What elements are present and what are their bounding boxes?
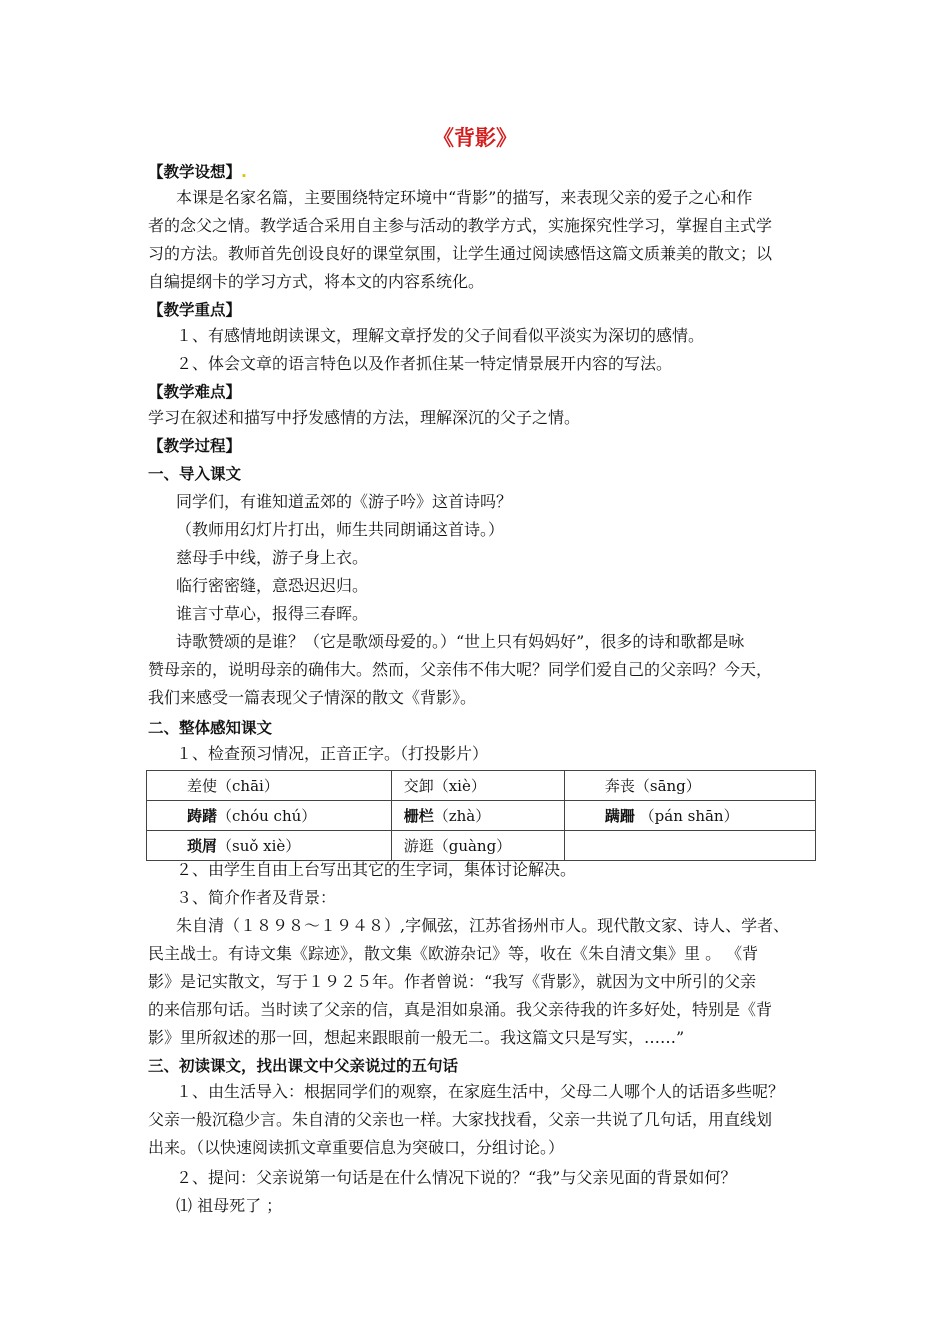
step3-paragraph-line: 父亲一般沉稳少言。朱自清的父亲也一样。大家找找看，父亲一共说了几句话，用直线划 — [148, 1110, 773, 1129]
process-heading: 【教学过程】 — [148, 437, 242, 455]
step1-paragraph-line: 赞母亲的，说明母亲的确伟大。然而，父亲伟不伟大呢？同学们爱自己的父亲吗？今天， — [148, 660, 773, 679]
vocab-cell — [564, 831, 815, 861]
design-paragraph-line: 本课是名家名篇，主要围绕特定环境中“背影”的描写，来表现父亲的爱子之心和作 — [176, 188, 753, 207]
marker-dot: . — [241, 163, 247, 181]
design-paragraph-line: 者的念父之情。教学适合采用自主参与活动的教学方式，实施探究性学习，掌握自主式学 — [148, 216, 773, 235]
vocab-table — [146, 770, 816, 861]
step1-line: 同学们，有谁知道孟郊的《游子吟》这首诗吗？ — [176, 492, 513, 511]
step2-item-3: ３、简介作者及背景： — [176, 888, 337, 907]
vocab-cell: 交卸（xiè） — [391, 771, 564, 801]
step3-question: ２、提问：父亲说第一句话是在什么情况下说的？“我”与父亲见面的背景如何？ — [176, 1168, 737, 1187]
author-paragraph-line: 影》是记实散文，写于１９２５年。作者曾说：“我写《背影》，就因为文中所引的父亲 — [148, 972, 757, 991]
step3-paragraph-line: 出来。（以快速阅读抓文章重要信息为突破口，分组讨论。） — [148, 1138, 565, 1157]
key-point-2: ２、体会文章的语言特色以及作者抓住某一特定情景展开内容的写法。 — [176, 354, 673, 373]
author-paragraph-line: 朱自清（１８９８～１９４８）,字佩弦，江苏省扬州市人。现代散文家、诗人、学者、 — [176, 916, 790, 935]
step1-paragraph-line: 我们来感受一篇表现父子情深的散文《背影》。 — [148, 688, 477, 707]
table-row — [147, 771, 816, 801]
vocab-cell: 琐屑（suǒ xiè） — [147, 831, 392, 861]
step2-item-2: ２、由学生自由上台写出其它的生字词，集体讨论解决。 — [176, 860, 577, 879]
author-paragraph-line: 的来信那句话。当时读了父亲的信，真是泪如泉涌。我父亲待我的许多好处，特别是《背 — [148, 1000, 773, 1019]
poem-line: 谁言寸草心，报得三春晖。 — [176, 604, 369, 623]
vocab-cell: 奔丧（sāng） — [564, 771, 815, 801]
design-paragraph-line: 自编提纲卡的学习方式，将本文的内容系统化。 — [148, 272, 485, 291]
table-row — [147, 801, 816, 831]
key-points-heading: 【教学重点】 — [148, 301, 242, 319]
design-heading: 【教学设想】. — [148, 163, 247, 181]
vocab-cell: 蹒跚 （pán shān） — [564, 801, 815, 831]
vocab-cell: 栅栏（zhà） — [391, 801, 564, 831]
step2-item-1: １、检查预习情况，正音正字。（打投影片） — [176, 744, 489, 763]
difficulty-text: 学习在叙述和描写中抒发感情的方法，理解深沉的父子之情。 — [148, 408, 581, 427]
step3-paragraph-line: １、由生活导入：根据同学们的观察，在家庭生活中，父母二人哪个人的话语多些呢？ — [176, 1082, 785, 1101]
difficulty-heading: 【教学难点】 — [148, 383, 242, 401]
poem-line: 慈母手中线，游子身上衣。 — [176, 548, 369, 567]
step2-heading: 二、整体感知课文 — [148, 719, 273, 737]
step3-sub-item: ⑴ 祖母死了 ； — [176, 1196, 283, 1215]
page-title: 《背影》 — [433, 126, 517, 150]
poem-line: 临行密密缝，意恐迟迟归。 — [176, 576, 369, 595]
step1-line: （教师用幻灯片打出，师生共同朗诵这首诗。） — [176, 520, 505, 539]
author-paragraph-line: 民主战士。有诗文集《踪迹》，散文集《欧游杂记》等，收在《朱自清文集》里 。 《背 — [148, 944, 759, 963]
vocab-cell: 游逛（guàng） — [391, 831, 564, 861]
design-paragraph-line: 习的方法。教师首先创设良好的课堂氛围，让学生通过阅读感悟这篇文质兼美的散文；以 — [148, 244, 773, 263]
key-point-1: １、有感情地朗读课文，理解文章抒发的父子间看似平淡实为深切的感情。 — [176, 326, 705, 345]
vocab-cell: 差使（chāi） — [147, 771, 392, 801]
step3-heading: 三、初读课文，找出课文中父亲说过的五句话 — [148, 1057, 459, 1075]
step1-paragraph-line: 诗歌赞颂的是谁？（它是歌颂母爱的。）“世上只有妈妈好”，很多的诗和歌都是咏 — [176, 632, 745, 651]
vocab-cell: 踌躇（chóu chú） — [147, 801, 392, 831]
author-paragraph-line: 影》里所叙述的那一回，想起来跟眼前一般无二。我这篇文只是写实，……” — [148, 1028, 685, 1047]
step1-heading: 一、导入课文 — [148, 465, 242, 483]
